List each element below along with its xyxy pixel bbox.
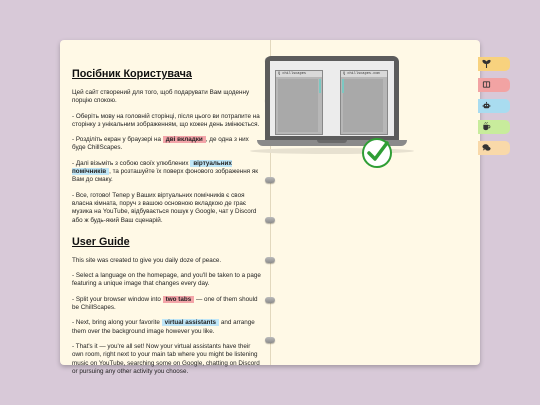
intro-ua: Цей сайт створений для того, щоб подарувати Вам щоденну порцію спокою.: [72, 89, 250, 105]
step3-ua-before: - Далі візьміть з собою своїх улюблених: [72, 159, 189, 167]
laptop-screen: [270, 61, 394, 136]
binder-ring: [265, 177, 275, 183]
binder-ring: [265, 217, 275, 223]
guide-title-en: User Guide: [72, 235, 130, 248]
step1-en: - Select a language on the homepage, and you'll be taken to a page featuring a unique image that changes every day.: [72, 272, 261, 288]
step1-ua: - Оберіть мову на головній сторінці, після цього ви потрапите на сторінку з унікальним зображенням, що кожен день змінюється.: [72, 112, 260, 128]
intro-en: This site was created to give you daily doze of peace.: [72, 256, 222, 264]
highlight-two-tabs-en: two tabs: [163, 296, 195, 303]
step3-en-before: - Next, bring along your favorite: [72, 319, 160, 327]
binder-ring: [265, 337, 275, 343]
step2-en-before: - Split your browser window into: [72, 295, 161, 303]
scrollbar: [319, 79, 321, 93]
step4-en: - That's it — you're all set! Now your virtual assistants have their own room, right next to your main tab where you might be listening music on YouTube, searching some on Google, chatting on Discord or pursuing any other activity you choose.: [72, 342, 260, 375]
step3-ua-after: , та розташуйте їх поверх фонового зображення як Вам до смаку.: [72, 168, 258, 184]
address-bar-left: Q chillscapes: [276, 71, 322, 77]
highlight-assistants-ua: віртуальних помічників: [72, 159, 232, 176]
checkmark-icon: [362, 138, 392, 168]
laptop-lid: [265, 56, 399, 140]
laptop-notch: [317, 140, 347, 143]
sprout-icon: [482, 55, 491, 73]
step2-ua: [72, 136, 262, 153]
step3-ua: [72, 160, 262, 185]
tab-sprout[interactable]: [478, 57, 510, 71]
tab-chat[interactable]: [478, 141, 510, 155]
step2-ua-after: , де одна з них буде ChillScapes.: [72, 136, 249, 152]
binder-ring: [265, 257, 275, 263]
highlight-assistants-en: virtual assistants: [162, 319, 219, 326]
guide-title-ua: Посібник Користувача: [72, 68, 192, 80]
guide-text: [72, 68, 262, 383]
tab-book[interactable]: [478, 78, 510, 92]
step3-en: [72, 319, 262, 336]
window-content: [278, 79, 318, 132]
browser-window-right: [340, 70, 388, 135]
browser-window-left: [275, 70, 323, 135]
chat-icon: [482, 139, 491, 157]
window-content: [343, 79, 383, 132]
step2-en: [72, 296, 262, 313]
cup-icon: [482, 118, 491, 136]
address-bar-right: Q chillscapes.com: [341, 71, 387, 77]
step2-ua-before: - Розділіть екран у браузері на: [72, 136, 162, 144]
binder-ring: [265, 297, 275, 303]
robot-icon: [482, 97, 491, 115]
tab-robot[interactable]: [478, 99, 510, 113]
step3-en-after: and arrange them over the background image however you like.: [72, 319, 255, 335]
highlight-two-tabs-ua: дві вкладки: [163, 136, 206, 143]
book-icon: [482, 76, 491, 94]
scrollbar: [342, 79, 344, 93]
step4-ua: - Все, готово! Тепер у Ваших віртуальних помічників є своя власна кімната, поруч з вашою основною вкладкою де грає музика на YouTube, відбувається пошук у Google, чат у Discord або ж будь-який Ваш сценарій.: [72, 191, 257, 224]
step2-en-after: — one of them should be ChillScapes.: [72, 295, 258, 312]
tab-cup[interactable]: [478, 120, 510, 134]
left-page: [60, 40, 271, 375]
